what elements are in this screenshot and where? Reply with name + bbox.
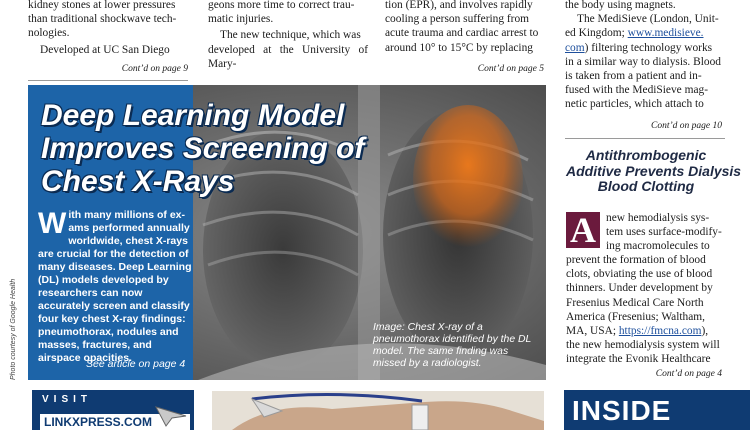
col2-para: The new technique, which was [220, 29, 361, 42]
article-first-lines [606, 211, 726, 254]
col3-text [385, 0, 545, 55]
col1-line: nologies. [28, 27, 70, 40]
article-line: clots, obviating the use of blood [566, 268, 713, 281]
col1-rule [28, 80, 188, 81]
medisieve-link-cont[interactable]: com [565, 41, 585, 54]
col4-line: the body using magnets. [565, 0, 676, 11]
article-title[interactable] [566, 147, 742, 195]
col2-line: developed at the University of Mary- [208, 43, 368, 70]
col1-line: than traditional shockwave tech- [28, 13, 177, 26]
col4-rule [565, 138, 725, 139]
fmcna-link[interactable]: https://fmcna.com [618, 325, 702, 338]
summary-drop-cap: W [38, 207, 67, 240]
cursor-arrow-icon [154, 405, 188, 427]
headline-line: Chest X-Rays [41, 165, 235, 198]
device-graphic [212, 391, 544, 430]
col3-line: acute trauma and cardiac arrest to [385, 27, 539, 40]
summary-first: ith many millions of ex- [68, 209, 186, 221]
title-line: Additive Prevents Dialysis [566, 162, 742, 179]
article-body [566, 253, 726, 367]
dialysis-device-image [212, 391, 544, 430]
article-line: thinners. Under development by [566, 282, 713, 295]
article-line: America (Fresenius; Waltham, [566, 310, 706, 323]
col3-line: cooling a person suffering from [385, 13, 530, 26]
col1-line: kidney stones at lower pressures [28, 0, 176, 11]
article-text-run: MA, USA; [566, 325, 619, 338]
col2-line: matic injuries. [208, 13, 274, 26]
title-line: Antithrombogenic [585, 147, 707, 163]
article-line: prevent the formation of blood [566, 254, 706, 266]
article-continued[interactable]: Cont’d on page 4 [655, 369, 722, 379]
headline-line: Deep Learning Model [41, 99, 345, 132]
col4-continued[interactable]: Cont’d on page 10 [651, 121, 722, 131]
feature-headline[interactable] [41, 99, 541, 198]
col4-text-run: ) filtering technology works [584, 41, 713, 54]
article-drop-cap: A [566, 212, 600, 248]
article-line: new hemodialysis sys- [606, 212, 710, 224]
col4-line: fused with the MediSieve mag- [565, 84, 708, 97]
inside-banner[interactable] [564, 390, 750, 430]
col4-line: The MediSieve (London, Unit- [577, 13, 719, 26]
article-line: Fresenius Medical Care North [566, 296, 704, 309]
col2-text [208, 0, 368, 71]
col1-continued[interactable]: Cont’d on page 9 [121, 64, 188, 74]
article-line: the new hemodialysis system will [566, 339, 720, 352]
article-line [566, 324, 726, 338]
summary-rest: ams performed annually worldwide, chest X-rays are crucial for the detection of many diseases. Deep Learning (DL) models developed by researchers can now accurately screen and classify four key chest X-ray findings: pneumothorax, nodules and masses, fractures, and airspace opacities. [38, 222, 192, 364]
col4-text [565, 0, 725, 112]
visit-label: VISIT [42, 394, 93, 405]
medisieve-link[interactable]: www.medisieve. [627, 27, 704, 40]
article-line: ing macromolecules to [606, 240, 710, 253]
image-caption: Image: Chest X-ray of a pneumothorax identified by the DL model. The same finding was missed by a radiologist. [373, 322, 532, 369]
see-article-link[interactable]: See article on page 4 [86, 358, 186, 370]
col1-para: Developed at UC San Diego [40, 43, 170, 56]
col4-line: netic particles, which attach to [565, 98, 704, 111]
col3-line: around 10° to 15°C by replacing [385, 41, 533, 54]
col4-line: in a similar way to dialysis. Blood [565, 55, 721, 68]
article-line: tem uses surface-modify- [606, 226, 722, 239]
headline-line: Improves Screening of [41, 132, 365, 165]
col4-line [565, 41, 725, 55]
feature-box[interactable] [28, 85, 546, 380]
article-line: integrate the Evonik Healthcare [566, 353, 711, 366]
col3-continued[interactable]: Cont’d on page 5 [477, 64, 544, 74]
col4-line: is taken from a patient and in- [565, 70, 702, 83]
linkxpress-banner[interactable] [32, 390, 194, 430]
col4-text-run: ed Kingdom; [565, 27, 628, 40]
feature-summary [38, 209, 193, 365]
linkxpress-label: LINKXPRESS.COM [40, 414, 190, 430]
col2-line: geons more time to correct trau- [208, 0, 355, 11]
inside-label: INSIDE [572, 395, 672, 426]
article-text-run: ), [701, 325, 709, 338]
col4-line [565, 26, 725, 40]
col3-line: tion (EPR), and involves rapidly [385, 0, 533, 11]
photo-credit: Photo courtesy of Google Health [10, 278, 17, 380]
title-line: Blood Clotting [597, 178, 695, 194]
col1-text [28, 0, 188, 57]
